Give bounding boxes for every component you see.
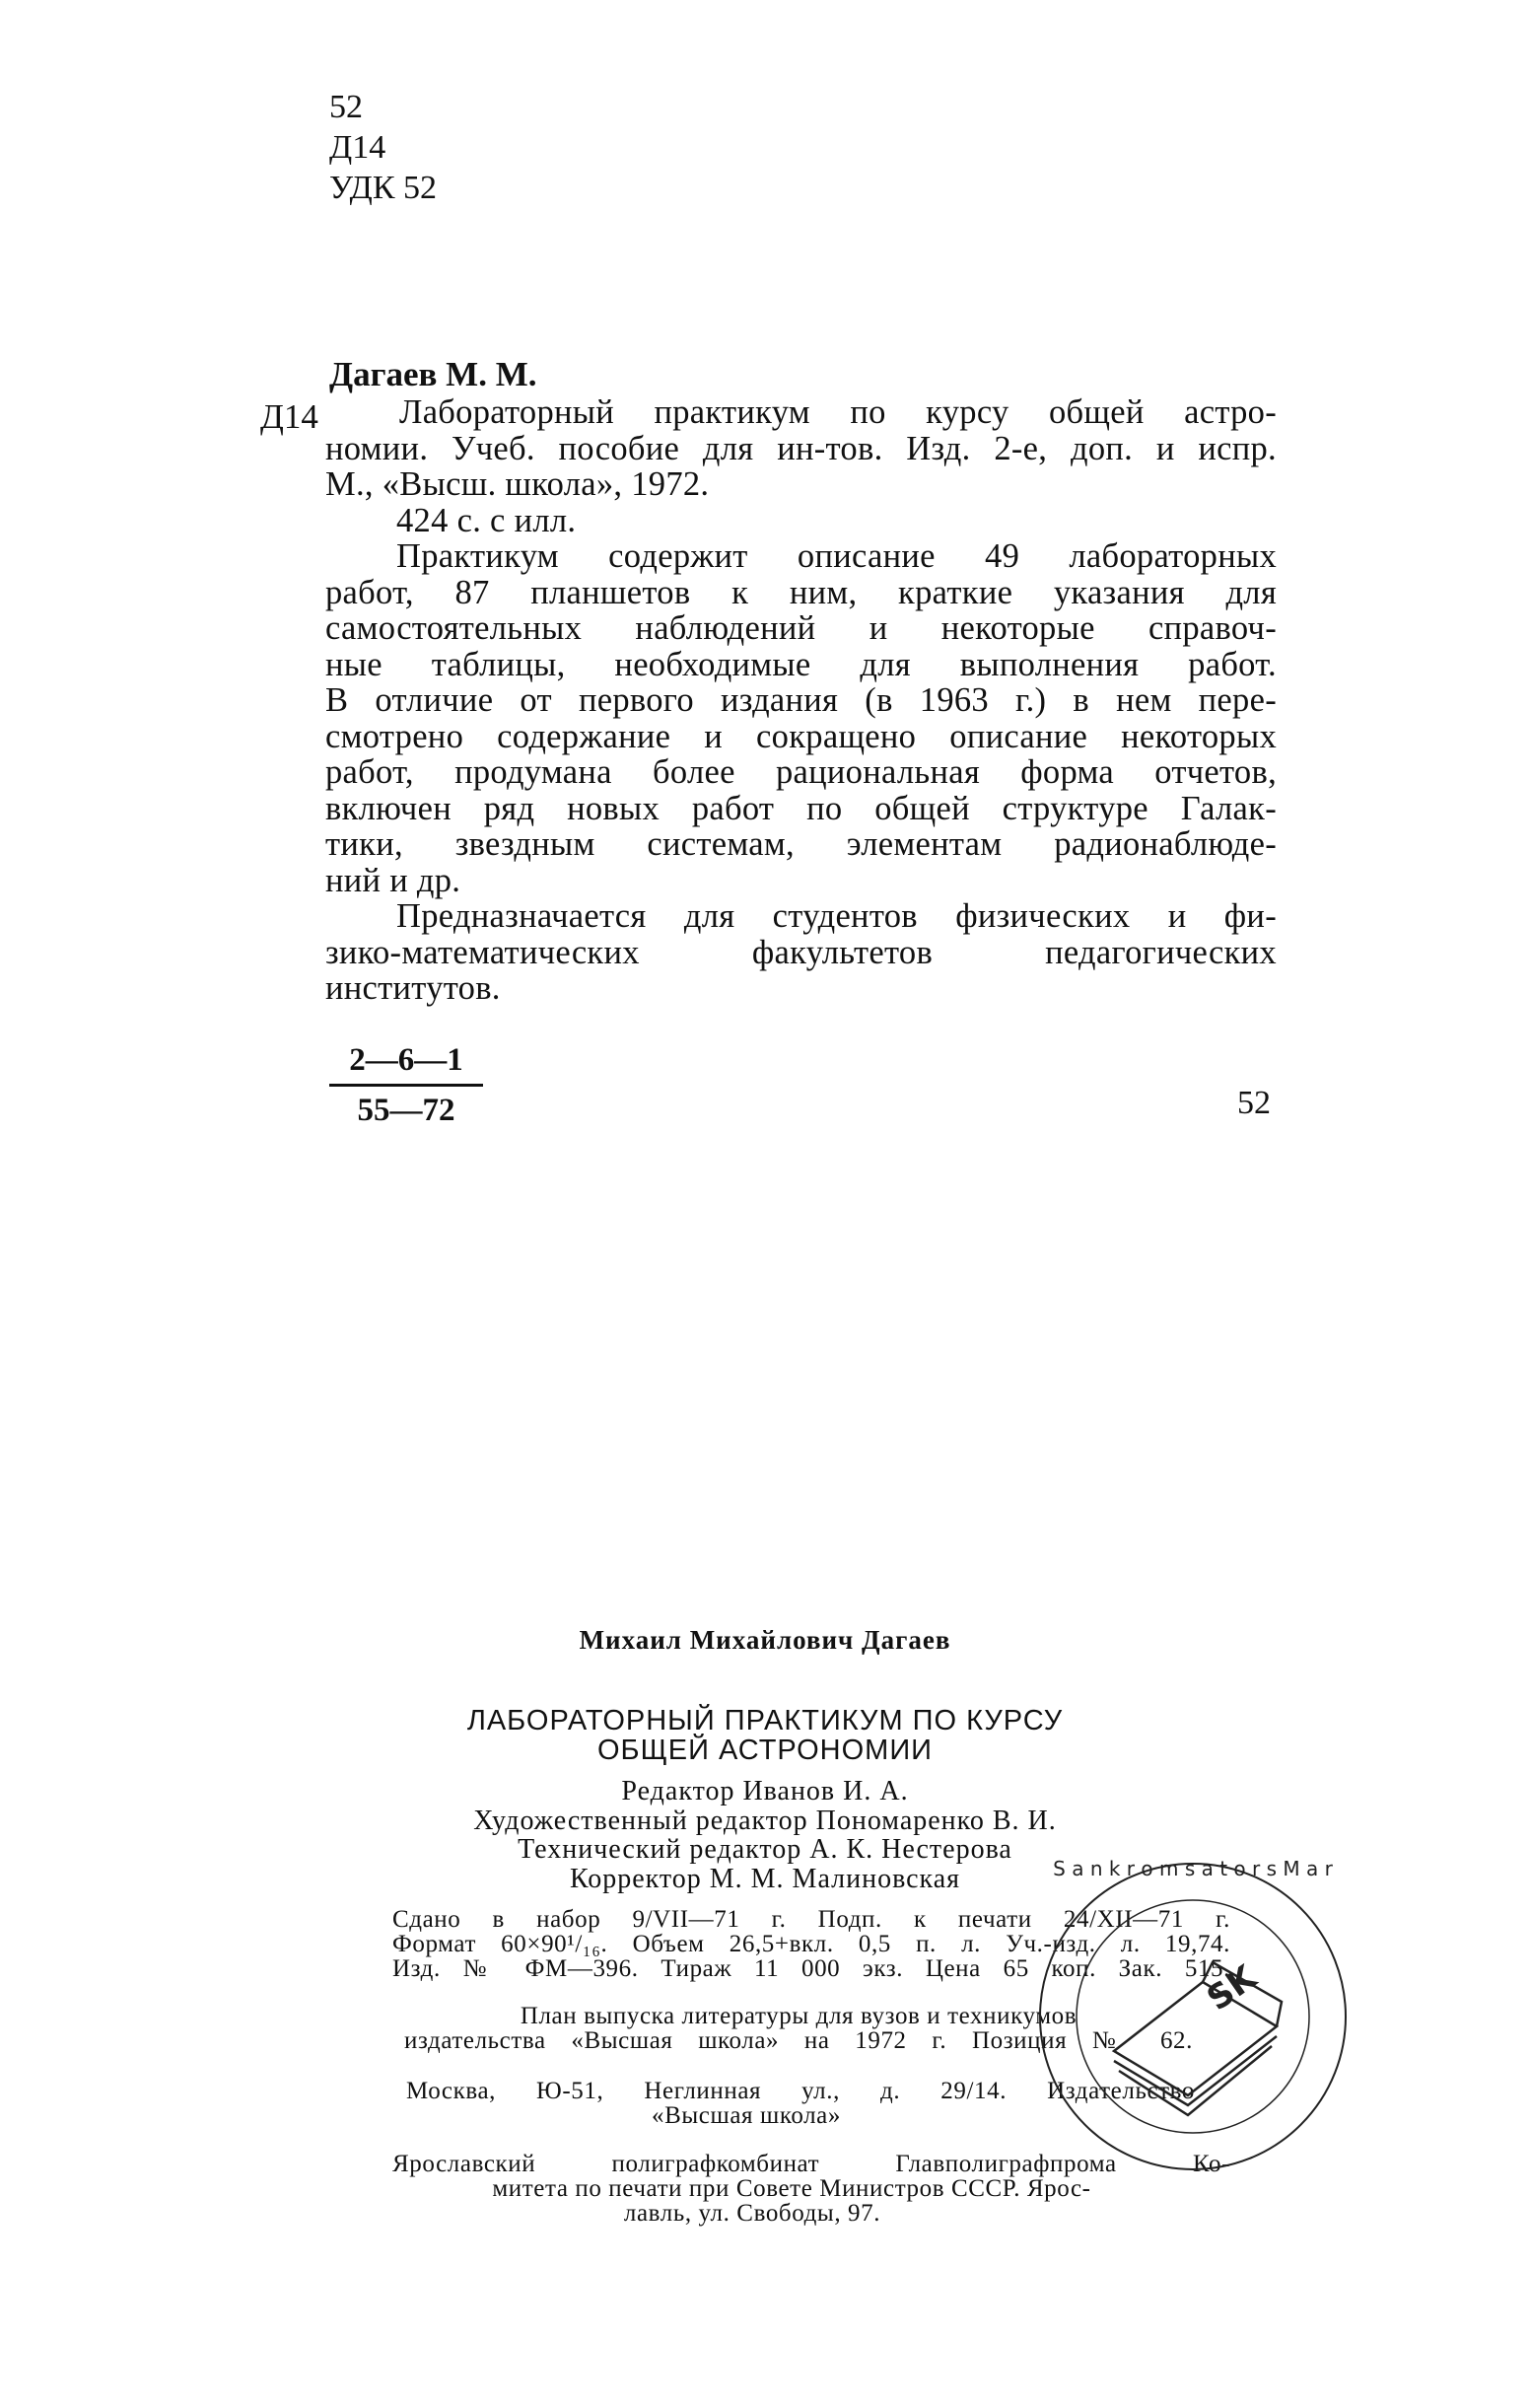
card-title-description [325,394,1277,538]
annotation-line: ний и др. [325,861,461,899]
proofreader: Корректор М. М. Малиновская [569,1863,961,1894]
fraction-denominator: 55—72 [357,1093,455,1128]
scanner-stamp-logo [1030,1854,1356,2179]
purpose-line: зико-математических факультетов педагогических [325,933,1277,971]
annotation-line: самостоятельных наблюдений и некоторые справоч- [325,609,1277,647]
fraction-numerator: 2—6—1 [329,1040,483,1087]
card-author: Дагаев М. М. [329,355,537,393]
card-annotation [325,538,1277,898]
plan-line: издательства «Высшая школа» на 1972 г. Позиция № 62. [404,2027,1193,2054]
imprint-title-line: ЛАБОРАТОРНЫЙ ПРАКТИКУМ ПО КУРСУ [466,1705,1064,1736]
tech-editor: Технический редактор А. К. Нестерова [518,1834,1012,1865]
card-title-line: М., «Высш. школа», 1972. [325,465,710,503]
imprint-title [0,1706,1530,1765]
card-bbk: 52 [1237,1085,1271,1121]
annotation-line: Практикум содержит описание 49 лабораторных [396,537,1277,575]
card-title-line: Лабораторный практикум по курсу общей астро- [399,393,1277,431]
annotation-line: тики, звездным системам, элементам радионаблюде- [325,825,1277,863]
card-pages: 424 с. с илл. [396,501,577,539]
art-editor: Художественный редактор Пономаренко В. И. [473,1805,1057,1836]
stamp-center-text: SK [1200,1957,1264,2019]
publisher-line: «Высшая школа» [652,2102,841,2129]
annotation-line: работ, продумана более рациональная форма отчетов, [325,753,1277,791]
printer-line: лавль, ул. Свободы, 97. [623,2200,881,2227]
bbk-index: 52 [329,89,363,125]
purpose-line: институтов. [325,969,501,1007]
imprint-title-line: ОБЩЕЙ АСТРОНОМИИ [596,1735,934,1766]
editor: Редактор Иванов И. А. [621,1776,909,1806]
stamp-ring-text: S a n k r o m s a t o r s M a r [1053,1857,1333,1880]
printer-line: Ярославский полиграфкомбинат Главполиграфпрома Ко- [392,2151,1230,2177]
imprint-author: Михаил Михайлович Дагаев [579,1625,951,1655]
print-line: Изд. № ФМ—396. Тираж 11 000 экз. Цена 65 коп. Зак. 515. [392,1955,1230,1982]
printer-line: митета по печати при Совете Министров СССР. Ярос- [492,2175,1091,2202]
annotation-line: работ, 87 планшетов к ним, краткие указания для [325,573,1277,611]
author-sign: Д14 [329,129,386,166]
print-line: Сдано в набор 9/VII—71 г. Подп. к печати 24/XII—71 г. [392,1906,1230,1933]
udc-index: УДК 52 [329,170,438,206]
annotation-line: ные таблицы, необходимые для выполнения работ. [325,645,1277,683]
card-code: Д14 [260,397,318,436]
annotation-line: включен ряд новых работ по общей структуре Галак- [325,789,1277,827]
publisher-code-fraction [329,1040,483,1130]
purpose-line: Предназначается для студентов физических и фи- [396,897,1277,935]
card-purpose [325,898,1277,1007]
annotation-line: В отличие от первого издания (в 1963 г.) в нем пере- [325,681,1277,719]
print-line: Формат 60×90¹/₁₆. Объем 26,5+вкл. 0,5 п. л. Уч.-изд. л. 19,74. [392,1931,1230,1957]
publisher-line: Москва, Ю-51, Неглинная ул., д. 29/14. Издательство [406,2078,1195,2104]
plan-line: План выпуска литературы для вузов и техникумов [520,2003,1078,2029]
classification-block [329,87,437,208]
annotation-line: смотрено содержание и сокращено описание некоторых [325,717,1277,755]
card-title-line: номии. Учеб. пособие для ин-тов. Изд. 2-е, доп. и испр. [325,429,1277,467]
